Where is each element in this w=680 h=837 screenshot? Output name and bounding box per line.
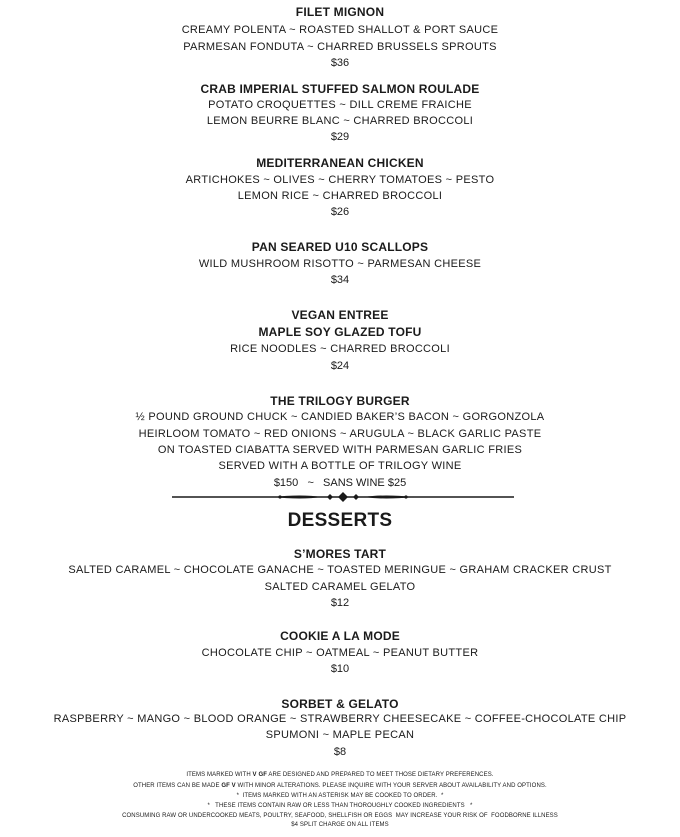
menu-item-description: PARMESAN FONDUTA ~ CHARRED BRUSSELS SPROUTS [183, 41, 497, 53]
alteration-note [0, 783, 680, 789]
menu-item-description: CREAMY POLENTA ~ ROASTED SHALLOT & PORT SAUCE [181, 24, 499, 36]
menu-item-description: SERVED WITH A BOTTLE OF TRILOGY WINE [218, 460, 462, 472]
menu-item-price: $150 ~ SANS WINE $25 [273, 477, 407, 489]
menu-item-description: SALTED CARAMEL ~ CHOCOLATE GANACHE ~ TOASTED MERINGUE ~ GRAHAM CRACKER CRUST [68, 564, 612, 576]
menu-item-price: $36 [330, 57, 350, 69]
menu-item-description: SPUMONI ~ MAPLE PECAN [265, 729, 415, 741]
alteration-note-text: OTHER ITEMS CAN BE MADE [133, 783, 220, 789]
dietary-note-text: ITEMS MARKED WITH [186, 772, 251, 778]
section-subheading: VEGAN ENTREE [291, 308, 389, 322]
gluten-free-icon: GF [221, 783, 230, 789]
dietary-note [0, 772, 680, 778]
menu-item-title: PAN SEARED U10 SCALLOPS [251, 240, 429, 254]
menu-item-description: HEIRLOOM TOMATO ~ RED ONIONS ~ ARUGULA ~ BLACK GARLIC PASTE [138, 428, 542, 440]
menu-item-price: $12 [330, 597, 350, 609]
menu-item-price: $34 [330, 274, 350, 286]
menu-item-title: MEDITERRANEAN CHICKEN [256, 156, 424, 170]
menu-item-title: MAPLE SOY GLAZED TOFU [258, 325, 422, 339]
menu-item-title: COOKIE A LA MODE [280, 629, 400, 643]
menu-item-title: FILET MIGNON [295, 5, 385, 19]
menu-item-title: THE TRILOGY BURGER [270, 394, 410, 408]
vegan-icon: V [231, 783, 236, 789]
menu-item-price: $24 [330, 360, 350, 372]
split-charge-note: $4 SPLIT CHARGE ON ALL ITEMS [291, 822, 389, 828]
menu-item-description: LEMON BEURRE BLANC ~ CHARRED BROCCOLI [206, 115, 474, 127]
gluten-free-icon: GF [258, 772, 267, 778]
menu-item-description: RICE NOODLES ~ CHARRED BROCCOLI [230, 343, 450, 355]
menu-item-price: $26 [330, 206, 350, 218]
menu-item-description: POTATO CROQUETTES ~ DILL CREME FRAICHE [208, 99, 472, 111]
menu-item-description: ½ POUND GROUND CHUCK ~ CANDIED BAKER’S BACON ~ GORGONZOLA [135, 411, 545, 423]
asterisk-note: * ITEMS MARKED WITH AN ASTERISK MAY BE COOKED TO ORDER. * [236, 793, 444, 799]
raw-ingredients-note: * THESE ITEMS CONTAIN RAW OR LESS THAN THOROUGHLY COOKED INGREDIENTS * [207, 803, 473, 809]
menu-item-price: $8 [333, 746, 347, 758]
menu-item-price: $10 [330, 663, 350, 675]
menu-item-description: ARTICHOKES ~ OLIVES ~ CHERRY TOMATOES ~ PESTO [185, 174, 495, 186]
vegan-icon: V [252, 772, 257, 778]
menu-item-description: SALTED CARAMEL GELATO [264, 581, 416, 593]
menu-item-title: S’MORES TART [293, 547, 387, 561]
menu-item-title: CRAB IMPERIAL STUFFED SALMON ROULADE [200, 82, 480, 96]
alteration-note-text: WITH MINOR ALTERATIONS. PLEASE INQUIRE WITH YOUR SERVER ABOUT AVAILABILITY AND OPTIONS. [237, 783, 547, 789]
menu-item-description: CHOCOLATE CHIP ~ OATMEAL ~ PEANUT BUTTER [201, 647, 479, 659]
menu-item-description: RASPBERRY ~ MANGO ~ BLOOD ORANGE ~ STRAWBERRY CHEESECAKE ~ COFFEE-CHOCOLATE CHIP [53, 713, 627, 725]
dietary-note-text: ARE DESIGNED AND PREPARED TO MEET THOSE DIETARY PREFERENCES. [268, 772, 494, 778]
ornamental-divider [172, 491, 514, 503]
menu-item-description: WILD MUSHROOM RISOTTO ~ PARMESAN CHEESE [198, 258, 482, 270]
menu-item-description: ON TOASTED CIABATTA SERVED WITH PARMESAN GARLIC FRIES [157, 444, 523, 456]
menu-item-title: SORBET & GELATO [281, 697, 399, 711]
menu-item-price: $29 [330, 131, 350, 143]
foodborne-illness-warning: CONSUMING RAW OR UNDERCOOKED MEATS, POULTRY, SEAFOOD, SHELLFISH OR EGGS MAY INCREASE YOUR RISK OF FOODBORNE ILLNESS [122, 813, 558, 819]
menu-item-description: LEMON RICE ~ CHARRED BROCCOLI [237, 190, 443, 202]
desserts-heading: DESSERTS [287, 510, 393, 531]
